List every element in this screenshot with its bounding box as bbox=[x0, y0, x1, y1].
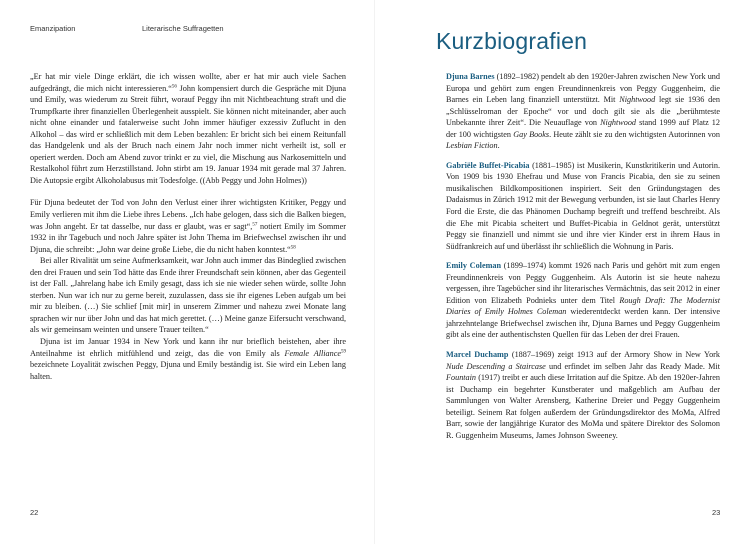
emphasis: Nightwood bbox=[619, 95, 656, 105]
text-run: bezeichnete Loyalität zwischen Peggy, Djuna und Emily beständig ist. Sie wird ein Leben lang halten. bbox=[30, 360, 346, 381]
text-run: wiederentdeckt werden kann. Der intensive jahrzehntelange Briefwechsel zwischen ihr, Djuna Barnes und Peggy Guggenheim gibt als eine der authentischsten Quellen für das Leben der drei Frauen. bbox=[446, 307, 721, 340]
biography-entry bbox=[446, 71, 720, 152]
text-run: und erfindet im selben Jahr das Ready Made. Mit bbox=[545, 361, 720, 371]
text-run: legt sie 1936 den „Schlüsselroman der Epoche“ vor und doch gilt sie als die „berühmteste Unbekannte ihrer Zeit“. Die Neuauflage von bbox=[446, 95, 720, 128]
text-run: John kompensiert durch die Gespräche mit Djuna und Emily, was wiederum zu Streit führt, worauf Peggy ihn mit Nichtbeachtung straft und die Trumpfkarte ihrer finanziellen Überlegenheit ausspielt. Sie können nicht miteinander, aber auch nicht ohne einander und fatalerweise sucht John immer häufiger exzessiv Zuflucht in den Alkohol – das wird er schließlich mit dem Leben bezahlen: Er bricht sich bei einem Reitunfall das Handgelenk und als der Bruch nach einem Jahr noch immer nicht verheilt ist, soll er operiert werden. Doch am Abend zuvor trinkt er zu viel, die Mischung aus Narkosemitteln und Restalkohol führt zum Herzstillstand. John stirbt am 19. Januar 1934 mit gerade mal 37 Jahren. Die Autopsie ergibt Alkoholabusus mit Todesfolge. ((Abb Peggy und John Holmes)) bbox=[30, 83, 347, 185]
running-head-chapter: Literarische Suffragetten bbox=[142, 24, 224, 33]
biography-entry bbox=[446, 260, 720, 341]
text-run: stand 1999 auf Platz 12 der 100 wichtigsten bbox=[446, 118, 720, 139]
biography-name: Marcel Duchamp bbox=[446, 350, 509, 360]
paragraph: Bei aller Rivalität um seine Aufmerksamkeit, war John auch immer das Bindeglied zwischen den drei Frauen und sein Tod hätte das Ende ihrer Freundschaft sein können, aber das Gegenteil ist der Fall. „Jahrelang habe ich Emily gesagt, dass ich sie nie wieder sehen würde, sollte John sterben. Nun war ich nur zu gerne bereit, zuzulassen, dass sie ihr eigenes Leben aufgab um bei mir zu bleiben. (…) Sie schlief [mit mir] in unserem Zimmer und nahezu zwei Monate lang sprachen wir nur über John und das hat mich gerettet. (…) Meine ganze Eifersucht verschwand, als wir gemeinsam weinten und unsere Trauer teilten.“ bbox=[30, 256, 346, 335]
text-run: Djuna ist im Januar 1934 in New York und kann ihr nur brieflich beistehen, aber ihre Anteilnahme ist ehrlich mitfühlend und zeigt, das die von Emily als bbox=[30, 337, 346, 358]
page-gutter bbox=[374, 0, 375, 544]
emphasis: Fountain bbox=[446, 373, 477, 383]
footnote-ref: 56 bbox=[171, 83, 177, 89]
page-number-left: 22 bbox=[30, 508, 39, 517]
emphasis: Nude Descending a Staircase bbox=[446, 361, 546, 371]
paragraph bbox=[30, 197, 346, 255]
biography-name: Djuna Barnes bbox=[446, 72, 495, 81]
biography-name: Gabriële Buffet-Picabia bbox=[446, 160, 530, 170]
paragraph bbox=[30, 336, 346, 382]
page-title: Kurzbiografien bbox=[436, 28, 588, 54]
text-run: Für Djuna bedeutet der Tod von John den Verlust einer ihrer wichtigsten Kritiker, Peggy und Emily verlieren mit ihm die Liebe ihres Lebens. „Ich habe gelogen, dass sich die Balken biegen, was John angeht. Er tat dasselbe, nur dass er glaubt, was er sagt“, bbox=[30, 198, 346, 231]
emphasis: Nightwood bbox=[600, 118, 637, 128]
emphasis: Rough Draft: The Modernist Diaries of Emily Holmes Coleman bbox=[446, 295, 720, 317]
text-run: . Heute zählt sie zu den wichtigsten Autorinnen von bbox=[549, 129, 720, 139]
biography-list bbox=[446, 71, 720, 441]
text-run: (1892–1982) pendelt ab den 1920er-Jahren zwischen New York und Europa und gehört zum engen Freundinnenkreis von Peggy Guggenheim, die Barnes ein Leben lang finanziell unterstützt. Mit bbox=[446, 72, 720, 105]
footnote-ref: 59 bbox=[341, 348, 346, 354]
footnote-ref: 57 bbox=[252, 221, 258, 227]
text-run: notiert Emily im Sommer 1932 in ihr Tagebuch und noch Jahre später ist John Thema im Briefwechsel zwischen ihr und Djuna, die schreibt: „John war deine große Liebe, die du nicht haben konntest.“ bbox=[30, 221, 346, 254]
paragraph bbox=[30, 71, 346, 186]
text-run: „Er hat mir viele Dinge erklärt, die ich wissen wollte, aber er hat mir auch viele Sachen aufgedrängt, die mich nicht interessieren.“ bbox=[30, 72, 346, 93]
emphasis: Gay Books bbox=[513, 129, 550, 139]
biography-entry bbox=[446, 349, 720, 441]
biography-name: Emily Coleman bbox=[446, 261, 502, 271]
text-run: (1899–1974) kommt 1926 nach Paris und gehört mit zum engen Freundinnenkreis von Peggy Guggenheim. Als Autorin ist sie heute nahezu vergessen, ihre Tagebücher sind ihr literarisches Vermächtnis, das seit 2012 in einer Edition von Elizabeth Podnieks unter dem Titel bbox=[446, 261, 720, 305]
text-run: (1881–1985) ist Musikerin, Kunstkritikerin und Autorin. Von 1909 bis 1930 Ehefrau und Muse von Francis Picabia, den sie zu seinen musikalischen Bildkompositionen inspiriert. Seit den Gründungstagen des Dadaismus in Zürich 1912 mit der Bewegung verbunden, ist sie laut Charles Henry Ford die Erste, die das Phänomen Duchamp begreift und treffend beschreibt. Als die Ehe mit Picabia scheitert und Buffet-Picabia in Geldnot gerät, unterstützt Peggy sie finanziell und nimmt sie und ihre vier Kinder erst in ihrem Haus in Südfrankreich auf und überlässt ihr schließlich die Wohnung in Paris. bbox=[446, 160, 720, 251]
biography-entry bbox=[446, 160, 720, 252]
emphasis: Female Alliance bbox=[284, 348, 341, 358]
text-run: . bbox=[497, 141, 500, 151]
text-run: (1887–1969) zeigt 1913 auf der Armory Show in New York bbox=[508, 350, 720, 360]
footnote-ref: 58 bbox=[290, 244, 296, 250]
emphasis: Lesbian Fiction bbox=[446, 141, 498, 151]
running-head-section: Emanzipation bbox=[30, 24, 76, 33]
text-run: (1917) treibt er auch diese Irritation auf die Spitze. Ab den 1920er-Jahren ist Duchamp ein begehrter Kunstberater und maßgeblich am Aufbau der Sammlungen von Walter Arensberg, Katherine Dreier und Peggy Guggenheim beteiligt. Seinem Rat folgen außerdem der Gründungsdirektor des MoMa, Alfred Barr, sowie der langjährige Kurator des MoMa und spätere Direktor des Solomon R. Guggenheim Museums, James Johnson Sweeney. bbox=[446, 373, 720, 440]
page-number-right: 23 bbox=[712, 508, 721, 517]
left-body-text bbox=[30, 71, 346, 382]
